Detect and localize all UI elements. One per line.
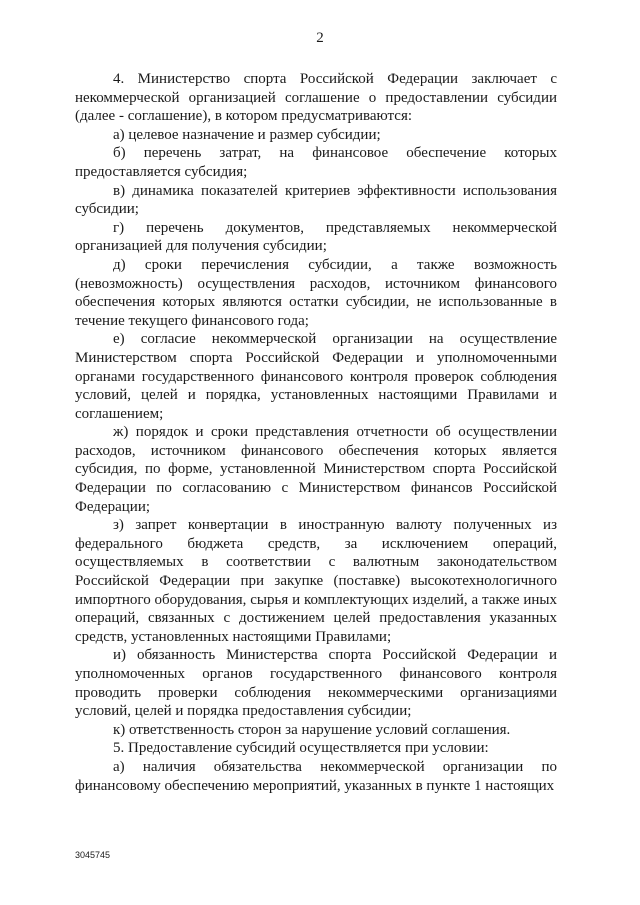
- paragraph-4g: г) перечень документов, представляемых некоммерческой организацией для получения субсидии;: [75, 219, 557, 255]
- paragraph-4z: з) запрет конвертации в иностранную валюту полученных из федерального бюджета средств, за исключением операций, осуществляемых в соответствии с валютным законодательством Российской Федерации при закупке (поставке) высокотехнологичного импортного оборудования, сырья и комплектующих изделий, а также иных операций, связанных с достижением целей предоставления указанных средств, установленных настоящими Правилами;: [75, 517, 557, 645]
- paragraph-4a: а) целевое назначение и размер субсидии;: [113, 126, 381, 143]
- paragraph-4v: в) динамика показателей критериев эффективности использования субсидии;: [75, 182, 557, 218]
- paragraph-4b: б) перечень затрат, на финансовое обеспечение которых предоставляется субсидия;: [75, 145, 557, 180]
- paragraph-4zh: ж) порядок и сроки представления отчетности об осуществлении расходов, источником финансового обеспечения которых является субсидия, по форме, установленной Министерством спорта Российской Федерации по согласованию с Министерством финансов Российской Федерации;: [75, 424, 557, 515]
- paragraph-5: 5. Предоставление субсидий осуществляется при условии:: [113, 740, 489, 757]
- paragraph-4e: е) согласие некоммерческой организации на осуществление Министерством спорта Российской Федерации и уполномоченными органами государственного финансового контроля проверок соблюдения условий, целей и порядка, установленных настоящими Правилами и соглашением;: [75, 331, 557, 422]
- page-number: 2: [316, 30, 324, 46]
- document-code: 3045745: [75, 850, 111, 860]
- paragraph-4: 4. Министерство спорта Российской Федерации заключает с некоммерческой организацией соглашение о предоставлении субсидии (далее - соглашение), в котором предусматриваются:: [75, 71, 557, 125]
- paragraph-4d: д) сроки перечисления субсидии, а также возможность (невозможность) осуществления расходов, источником финансового обеспечения которых являются остатки субсидии, не использованные в течение текущего финансового года;: [75, 256, 557, 329]
- paragraph-5a: а) наличия обязательства некоммерческой организации по финансовому обеспечению мероприятий, указанных в пункте 1 настоящих: [75, 758, 557, 794]
- paragraph-4k: к) ответственность сторон за нарушение условий соглашения.: [113, 721, 511, 738]
- paragraph-4i: и) обязанность Министерства спорта Российской Федерации и уполномоченных органов государственного финансового контроля проводить проверки соблюдения некоммерческими организациями условий, целей и порядка предоставления субсидии;: [75, 647, 557, 720]
- document-body: [75, 70, 557, 795]
